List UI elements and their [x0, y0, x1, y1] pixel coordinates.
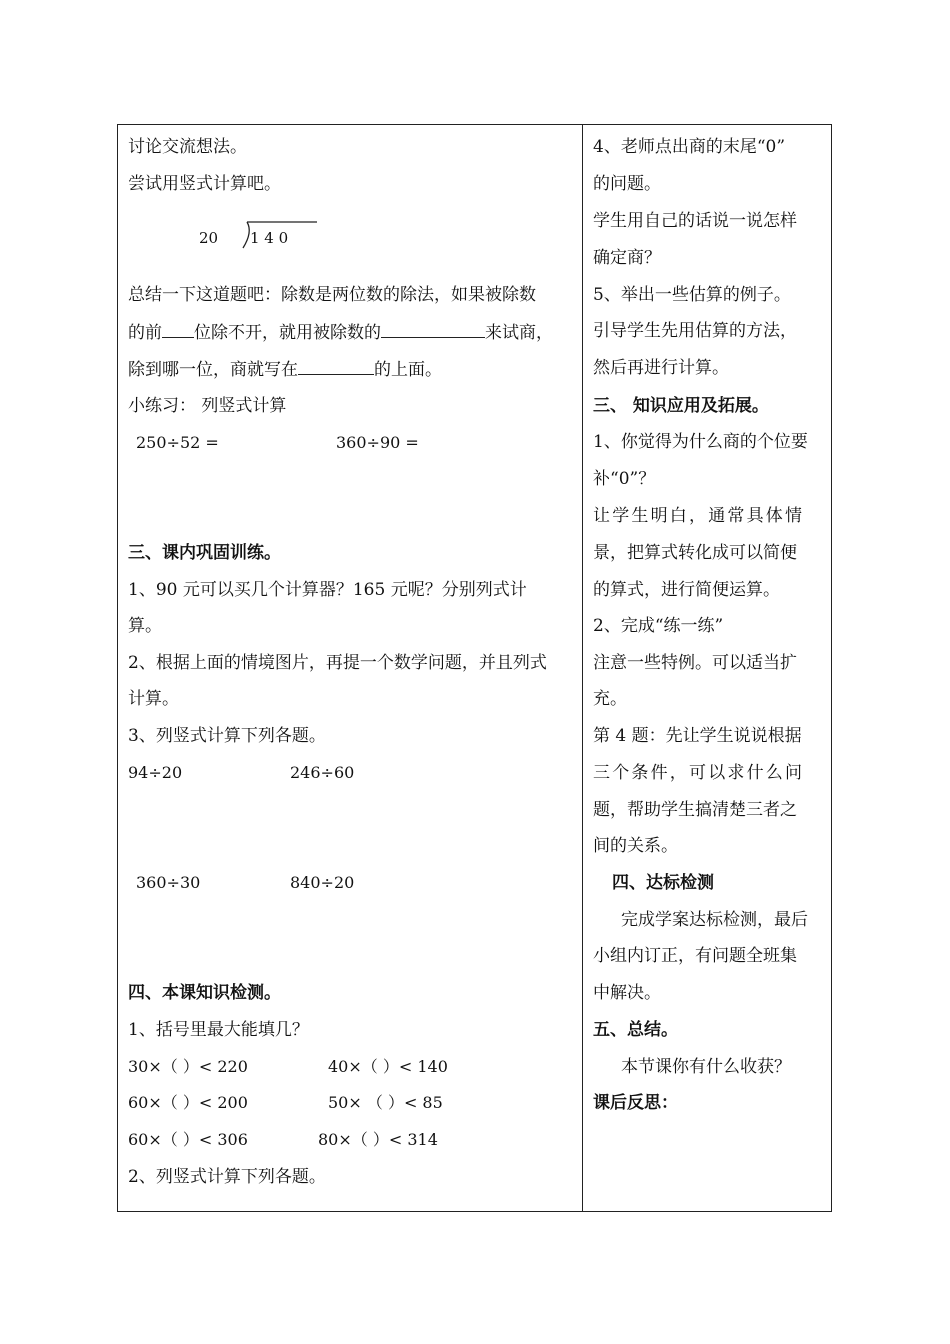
- section4-title: 四、本课知识检测。: [128, 983, 281, 1003]
- left-line-discuss: 讨论交流想法。: [128, 137, 247, 157]
- right-line-13: 的算式，进行简便运算。: [593, 580, 780, 600]
- summary-line-2: [128, 321, 553, 343]
- calc-problem-1: 94÷20: [128, 763, 183, 782]
- section3-q1-line2: 算。: [128, 616, 162, 636]
- calc-problem-4: 840÷20: [290, 873, 355, 892]
- section3-q2-line1: 2、根据上面的情境图片，再提一个数学问题，并且列式: [128, 653, 547, 673]
- right-line-10: 补“0”？: [593, 469, 656, 489]
- right-line-14: 2、完成“练一练”: [593, 616, 724, 636]
- right-line-6: 引导学生先用估算的方法，: [593, 321, 797, 341]
- summary-line-3: [128, 358, 442, 380]
- summary-text-d: 除到哪一位，商就写在: [128, 360, 298, 380]
- right-line-15: 注意一些特例。可以适当扩: [593, 653, 797, 673]
- left-line-try: 尝试用竖式计算吧。: [128, 174, 281, 194]
- right-section5-title: 五、总结。: [593, 1020, 678, 1040]
- summary-text-e: 的上面。: [374, 360, 442, 380]
- practice-problem-a: 250÷52 =: [136, 433, 219, 452]
- right-line-23: 小组内订正，有问题全班集: [593, 946, 797, 966]
- right-line-3: 学生用自己的话说一说怎样: [593, 211, 797, 231]
- practice-title: 小练习： 列竖式计算: [128, 396, 287, 416]
- right-line-12: 景，把算式转化成可以简便: [593, 543, 797, 563]
- reflection-title: 课后反思：: [593, 1093, 678, 1113]
- section3-title: 三、课内巩固训练。: [128, 543, 281, 563]
- right-section4-title: 四、达标检测: [612, 873, 714, 893]
- right-line-16: 充。: [593, 689, 627, 709]
- inequality-4: 50× （ ）< 85: [328, 1093, 443, 1112]
- practice-problem-b: 360÷90 =: [336, 433, 419, 452]
- section4-q2: 2、列竖式计算下列各题。: [128, 1167, 326, 1187]
- fill-blank-2[interactable]: [381, 321, 485, 338]
- right-line-7: 然后再进行计算。: [593, 358, 729, 378]
- inequality-1: 30×（ ）< 220: [128, 1057, 248, 1076]
- right-line-4: 确定商？: [593, 248, 661, 268]
- summary-text-b: 位除不开，就用被除数的: [194, 323, 381, 343]
- right-line-20: 间的关系。: [593, 836, 678, 856]
- calc-problem-3: 360÷30: [136, 873, 201, 892]
- column-divider: [582, 124, 583, 1212]
- inequality-5: 60×（ ）< 306: [128, 1130, 248, 1149]
- section3-q3: 3、列竖式计算下列各题。: [128, 726, 326, 746]
- right-line-11: 让学生明白，通常具体情: [593, 506, 805, 526]
- right-line-2: 的问题。: [593, 174, 661, 194]
- inequality-3: 60×（ ）< 200: [128, 1093, 248, 1112]
- fill-blank-3[interactable]: [298, 358, 374, 375]
- section4-q1: 1、括号里最大能填几？: [128, 1020, 309, 1040]
- summary-line-1: 总结一下这道题吧：除数是两位数的除法，如果被除数: [128, 285, 536, 305]
- right-line-9: 1、你觉得为什么商的个位要: [593, 432, 808, 452]
- division-dividend: 1 4 0: [250, 229, 289, 247]
- calc-problem-2: 246÷60: [290, 763, 355, 782]
- right-line-26: 本节课你有什么收获？: [621, 1057, 791, 1077]
- section3-q1-line1: 1、90 元可以买几个计算器？165 元呢？分别列式计: [128, 580, 527, 600]
- inequality-6: 80×（ ）< 314: [318, 1130, 438, 1149]
- summary-text-c: 来试商，: [485, 323, 553, 343]
- right-line-1: 4、老师点出商的末尾“0”: [593, 137, 786, 157]
- inequality-2: 40×（ ）< 140: [328, 1057, 448, 1076]
- right-line-18: 三个条件，可以求什么问: [593, 763, 805, 783]
- right-line-19: 题，帮助学生搞清楚三者之: [593, 800, 797, 820]
- right-line-24: 中解决。: [593, 983, 661, 1003]
- right-line-5: 5、举出一些估算的例子。: [593, 285, 791, 305]
- fill-blank-1[interactable]: [162, 321, 194, 338]
- division-divisor: 20: [199, 229, 219, 247]
- section3-q2-line2: 计算。: [128, 689, 179, 709]
- summary-text-a: 的前: [128, 323, 162, 343]
- right-line-17: 第 4 题：先让学生说说根据: [593, 726, 802, 746]
- right-section3-title: 三、 知识应用及拓展。: [593, 396, 769, 416]
- right-line-22: 完成学案达标检测，最后: [621, 910, 808, 930]
